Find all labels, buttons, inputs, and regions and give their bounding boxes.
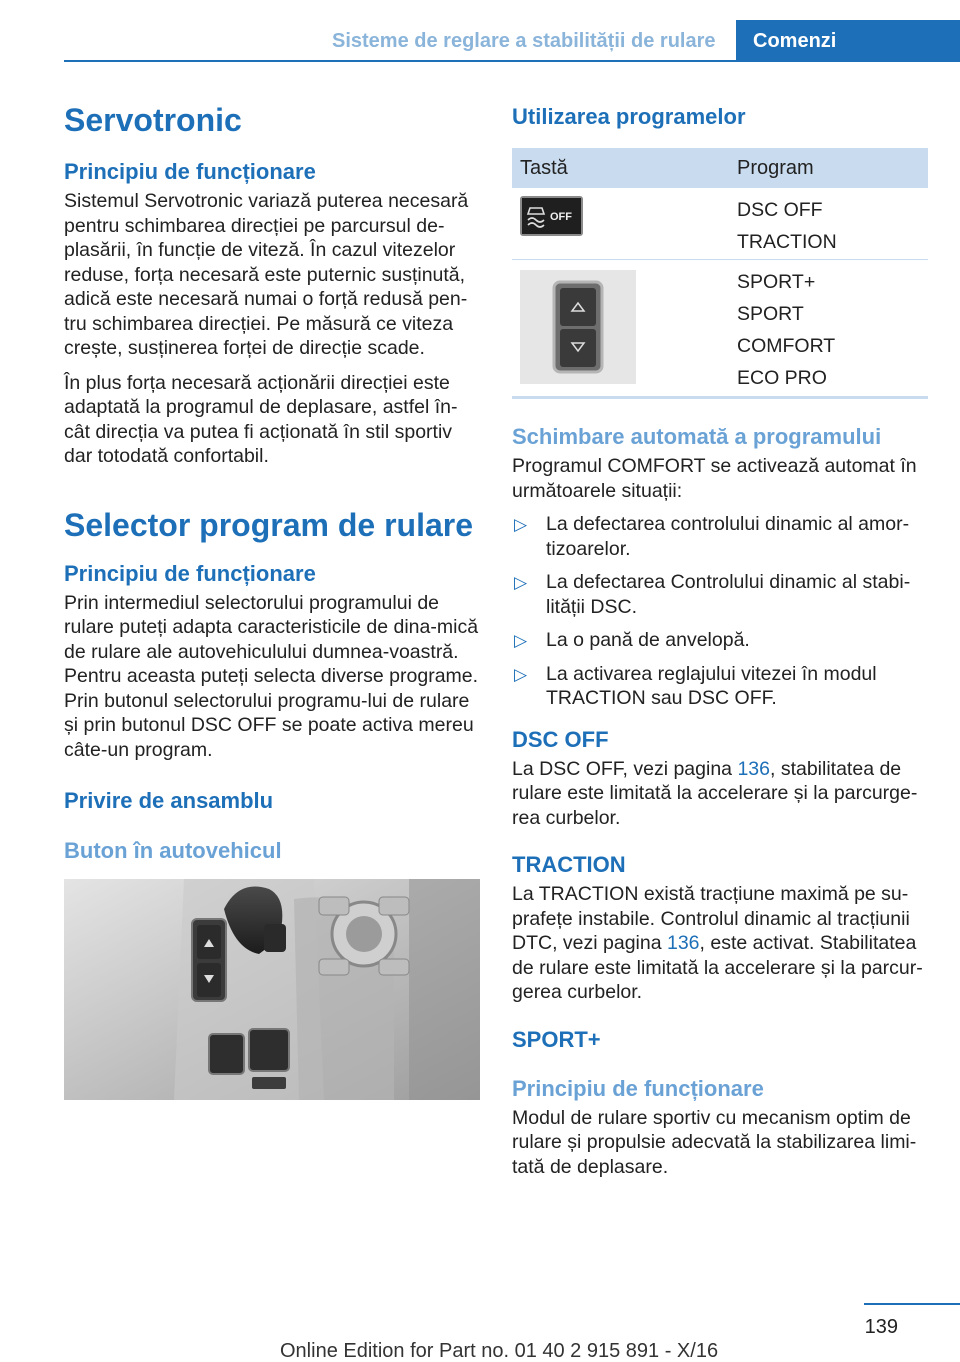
servotronic-paragraph-2: În plus forța necesară acționării direcției este adaptată la programul de deplasare, astfel în-cât direcția va putea fi acționată în stil sportiv dar totodată confortabil. xyxy=(64,371,458,467)
page-number: 139 xyxy=(864,1316,898,1338)
bullet-triangle-icon: ▷ xyxy=(514,573,528,592)
bullet-triangle-icon: ▷ xyxy=(514,631,528,650)
table-row xyxy=(512,260,928,396)
servotronic-principle-heading: Principiu de funcționare xyxy=(64,159,316,184)
table-row-programs xyxy=(737,266,835,394)
edition-footer: Online Edition for Part no. 01 40 2 915 891 - X/16 xyxy=(280,1340,719,1362)
right-column xyxy=(512,100,928,1179)
dsc-off-paragraph: La DSC OFF, vezi pagina 136, stabilitatea de rulare este limitată la accelerare și la parcurge-rea curbelor. xyxy=(512,757,918,829)
dsc-off-button-image xyxy=(520,196,583,236)
table-header-key: Tastă xyxy=(520,157,568,179)
servotronic-title: Servotronic xyxy=(64,102,242,138)
usage-heading: Utilizarea programelor xyxy=(512,104,746,129)
dsc-button-label: OFF xyxy=(550,211,572,223)
program-selector-switch-icon xyxy=(520,270,636,384)
programs-table xyxy=(512,148,928,399)
servotronic-paragraph-1: Sistemul Servotronic variază puterea necesară pentru schimbarea direcției pe parcursul de-plasării, în funcție de viteză. În cazul vitezelor reduse, forța necesară este puternic susținută, adică este necesară numai o forță redusă pen-tru schimbarea direcției. Pe măsură ce viteza crește, susținerea forței de direcție scade. xyxy=(64,190,469,359)
table-header xyxy=(512,148,928,188)
program-dsc-off: DSC OFF xyxy=(737,199,823,221)
program-sport: SPORT xyxy=(737,303,804,325)
page-link-136[interactable]: 136 xyxy=(737,757,770,780)
bullet-triangle-icon: ▷ xyxy=(514,515,528,534)
program-traction: TRACTION xyxy=(737,231,837,253)
dsc-off-heading: DSC OFF xyxy=(512,726,609,752)
traction-heading: TRACTION xyxy=(512,852,626,877)
sport-plus-principle-heading: Principiu de funcționare xyxy=(512,1075,764,1101)
program-comfort: COMFORT xyxy=(737,335,836,357)
sport-plus-heading: SPORT+ xyxy=(512,1026,601,1052)
list-item: ▷ La defectarea controlului dinamic al amor-tizoarelor. xyxy=(514,513,910,560)
selector-paragraph: Prin intermediul selectorului programului de rulare puteți adapta caracteristicile de dina-mică de rulare ale autovehiculului dumnea-voastră. Pentru aceasta puteți selecta diverse programe. Prin butonul selectorului programu-lui de rulare și prin butonul DSC OFF se poate activa mereu câte-un program. xyxy=(64,591,479,761)
page-link-136[interactable]: 136 xyxy=(666,932,700,954)
table-row xyxy=(512,188,928,260)
footer-rule xyxy=(864,1303,960,1305)
header-chapter-tab: Comenzi xyxy=(736,20,960,62)
auto-change-list xyxy=(512,512,928,711)
header-section-title: Sisteme de reglare a stabilității de rulare xyxy=(332,30,716,52)
bullet-triangle-icon: ▷ xyxy=(514,664,528,684)
traction-paragraph: La TRACTION există tracțiune maximă pe su-prafețe instabile. Controlul dinamic al tracțiunii DTC, vezi pagina 136, este activat. Stabilitatea de rulare este limitată la accelerare și la parcur-gerea curbelor. xyxy=(512,883,923,1003)
list-item: ▷ La defectarea Controlului dinamic al stabi-lității DSC. xyxy=(514,571,911,618)
dsc-off-icon xyxy=(522,198,581,234)
table-row-programs xyxy=(737,194,837,258)
table-header-program: Program xyxy=(737,157,814,179)
program-sport-plus: SPORT+ xyxy=(737,271,816,293)
list-item: ▷ La o pană de anvelopă. xyxy=(512,628,928,653)
page-header xyxy=(0,0,960,62)
table-bottom-rule xyxy=(512,396,928,399)
selector-title: Selector program de rulare xyxy=(64,506,474,543)
left-column xyxy=(64,100,480,1100)
overview-heading: Privire de ansamblu xyxy=(64,788,274,813)
auto-change-heading: Schimbare automată a programului xyxy=(512,424,882,449)
list-item: ▷ La activarea reglajului vitezei în modul TRACTION sau DSC OFF. xyxy=(514,662,877,709)
button-in-vehicle-heading: Buton în autovehicul xyxy=(64,838,282,863)
console-illustration xyxy=(64,879,480,1100)
center-console-photo xyxy=(64,879,480,1100)
auto-change-paragraph: Programul COMFORT se activează automat în următoarele situații: xyxy=(512,455,917,502)
driving-experience-switch-image xyxy=(520,270,636,384)
sport-plus-paragraph: Modul de rulare sportiv cu mecanism optim de rulare și propulsie adecvată la stabilizarea limi-tată de deplasare. xyxy=(512,1106,917,1178)
selector-principle-heading: Principiu de funcționare xyxy=(64,560,316,586)
header-rule xyxy=(64,60,960,62)
program-eco-pro: ECO PRO xyxy=(737,367,827,389)
